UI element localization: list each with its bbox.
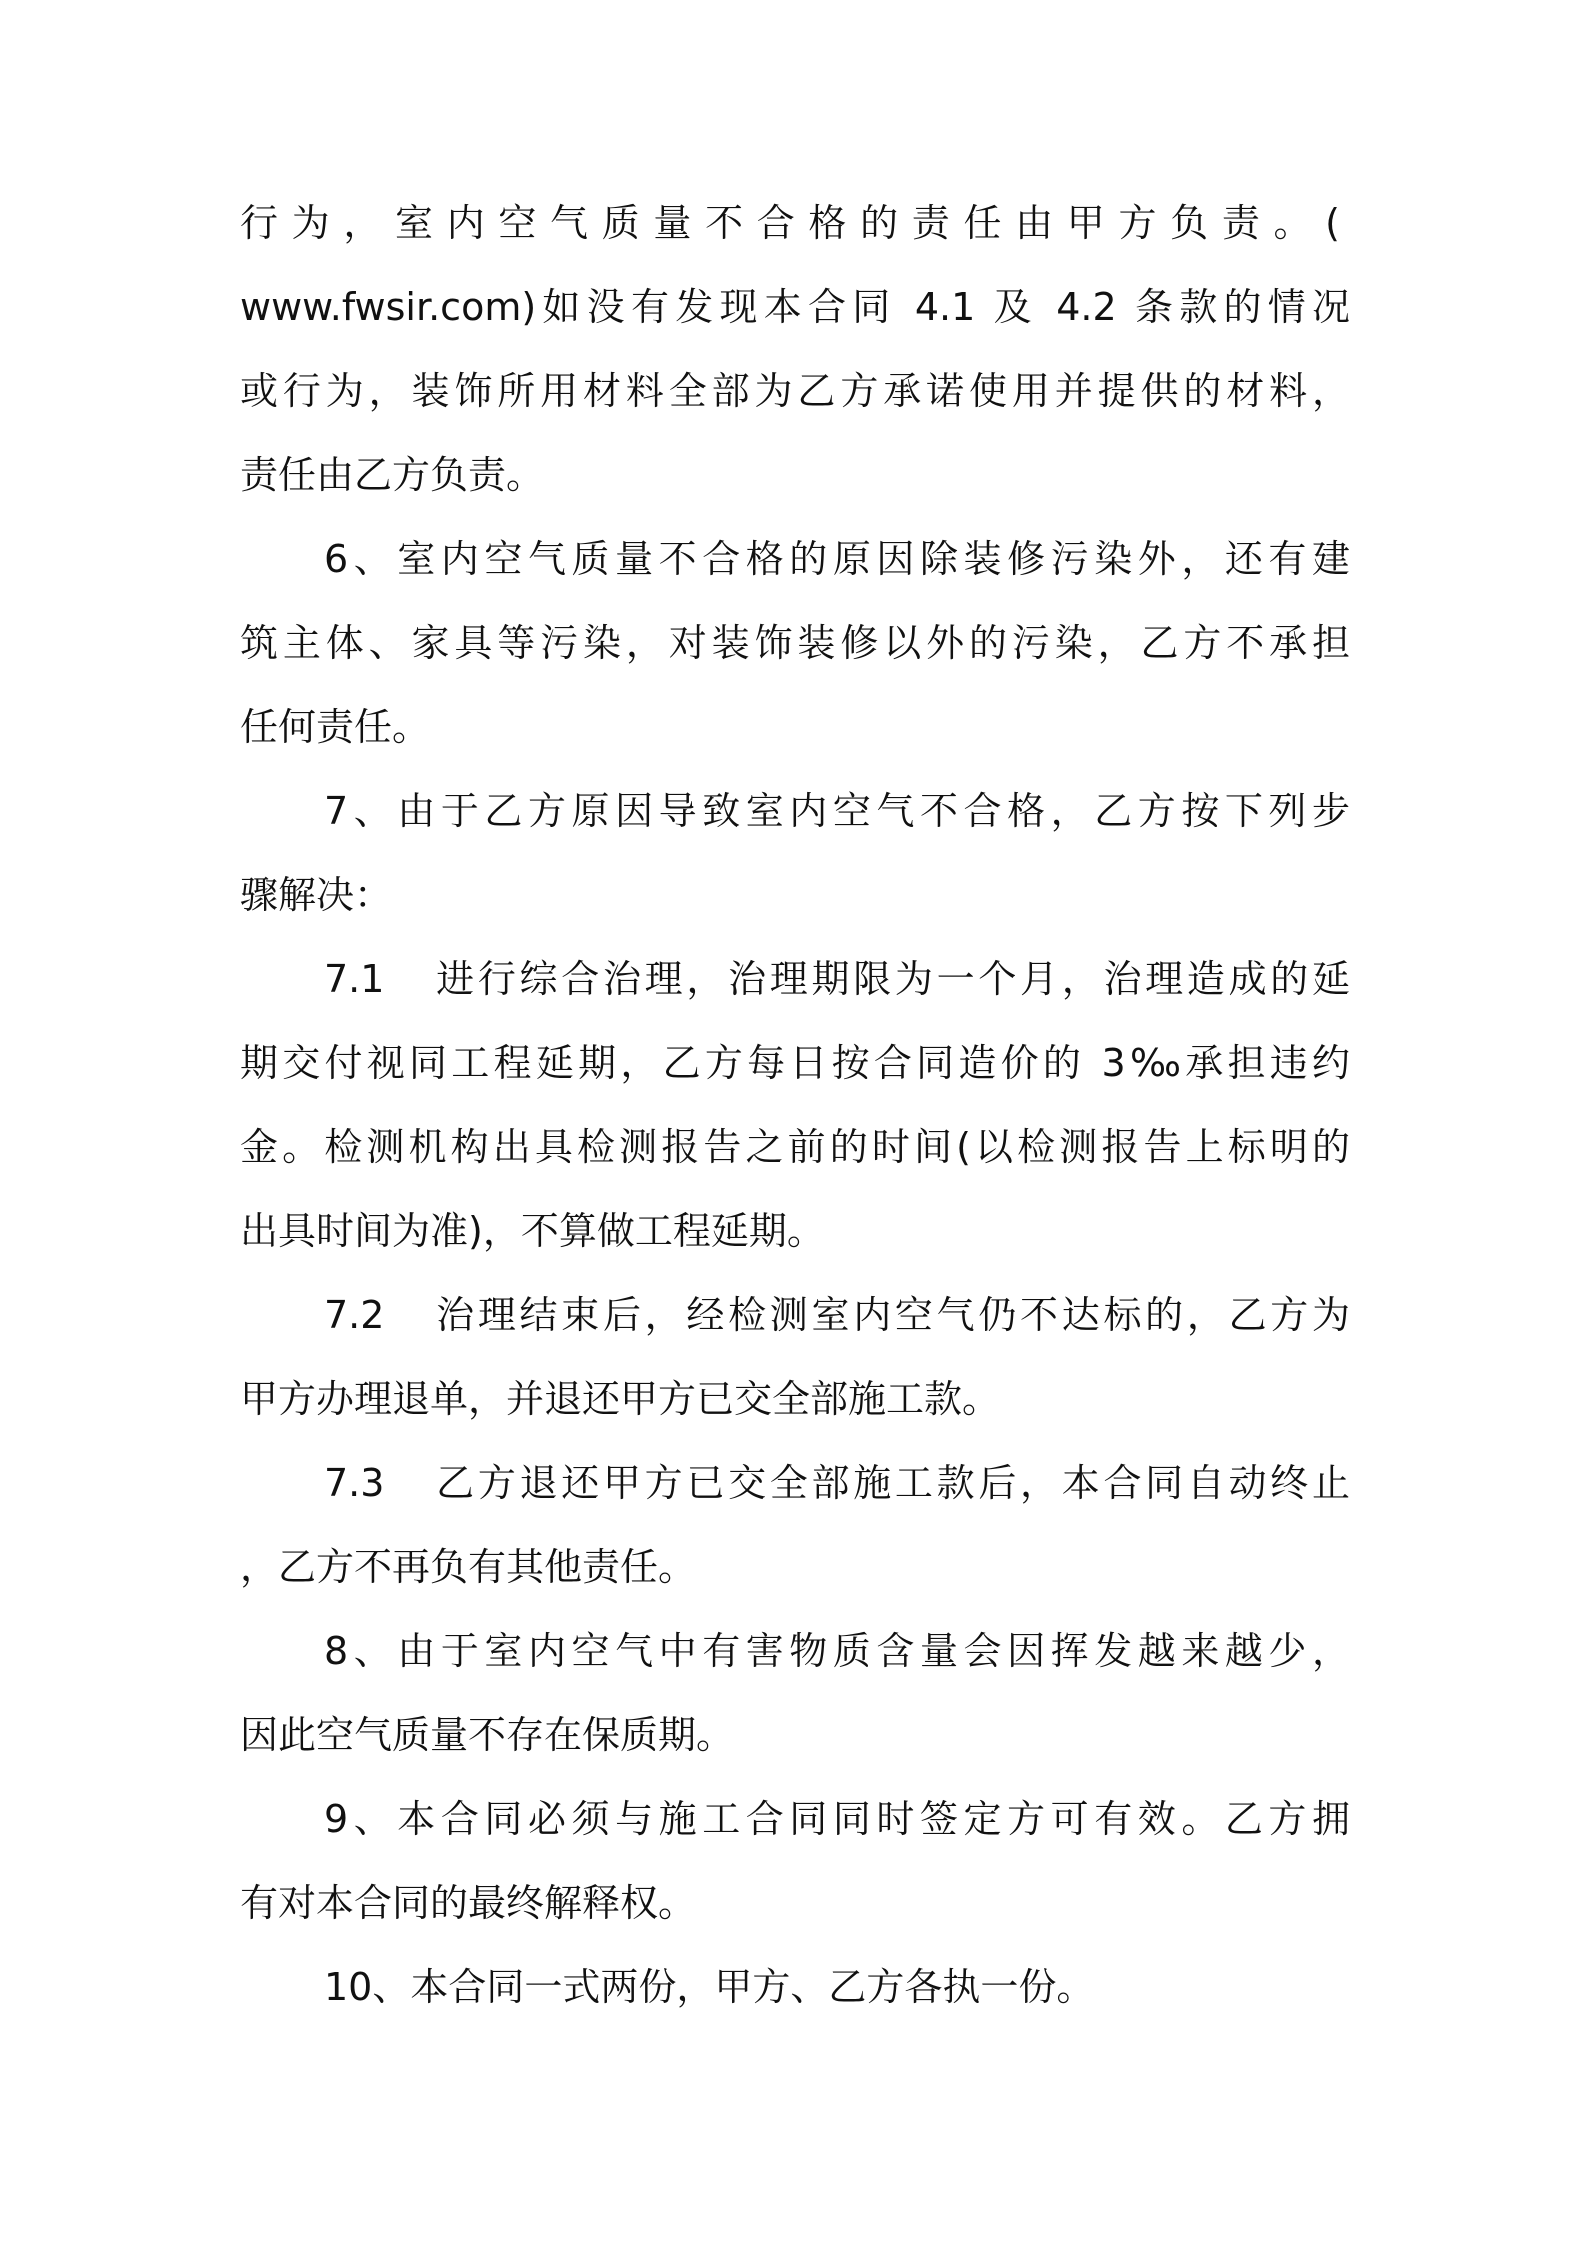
clause-7-3-first-line: [324, 1455, 1350, 1511]
clause-number: 7.3: [324, 1461, 385, 1505]
text-line: ，乙方不再负有其他责任。: [240, 1545, 697, 1589]
paragraph-8-first-line: 8、由于室内空气中有害物质含量会因挥发越来越少，: [324, 1629, 1350, 1673]
text-line: 任何责任。: [240, 705, 431, 749]
text-line: 金。检测机构出具检测报告之前的时间(以检测报告上标明的: [240, 1125, 1350, 1169]
paragraph-10-line: 10、本合同一式两份，甲方、乙方各执一份。: [324, 1965, 1095, 2009]
paragraph-6-first-line: 6、室内空气质量不合格的原因除装修污染外，还有建: [324, 537, 1350, 581]
paragraph-7-first-line: 7、由于乙方原因导致室内空气不合格，乙方按下列步: [324, 789, 1350, 833]
clause-7-2-first-line: [324, 1287, 1350, 1343]
text-line: 出具时间为准)，不算做工程延期。: [240, 1209, 825, 1253]
text-line: 筑主体、家具等污染，对装饰装修以外的污染，乙方不承担: [240, 621, 1350, 665]
clause-text: 治理结束后，经检测室内空气仍不达标的，乙方为: [432, 1293, 1350, 1337]
paragraph-9-first-line: 9、本合同必须与施工合同同时签定方可有效。乙方拥: [324, 1797, 1350, 1841]
text-line: 责任由乙方负责。: [240, 453, 545, 497]
clause-text: 进行综合治理，治理期限为一个月，治理造成的延: [432, 957, 1350, 1001]
text-line: 期交付视同工程延期，乙方每日按合同造价的 3‰承担违约: [240, 1041, 1350, 1085]
text-line: www.fwsir.com)如没有发现本合同 4.1 及 4.2 条款的情况: [240, 285, 1350, 329]
clause-7-1-first-line: [324, 951, 1350, 1007]
clause-text: 乙方退还甲方已交全部施工款后，本合同自动终止: [432, 1461, 1350, 1505]
text-line: 行为，室内空气质量不合格的责任由甲方负责。(: [240, 201, 1350, 245]
text-line: 有对本合同的最终解释权。: [240, 1881, 697, 1925]
text-line: 骤解决：: [240, 873, 393, 917]
text-line: 因此空气质量不存在保质期。: [240, 1713, 735, 1757]
clause-number: 7.2: [324, 1293, 385, 1337]
text-line: 甲方办理退单，并退还甲方已交全部施工款。: [240, 1377, 1001, 1421]
text-line: 或行为，装饰所用材料全部为乙方承诺使用并提供的材料，: [240, 369, 1350, 413]
clause-number: 7.1: [324, 957, 385, 1001]
